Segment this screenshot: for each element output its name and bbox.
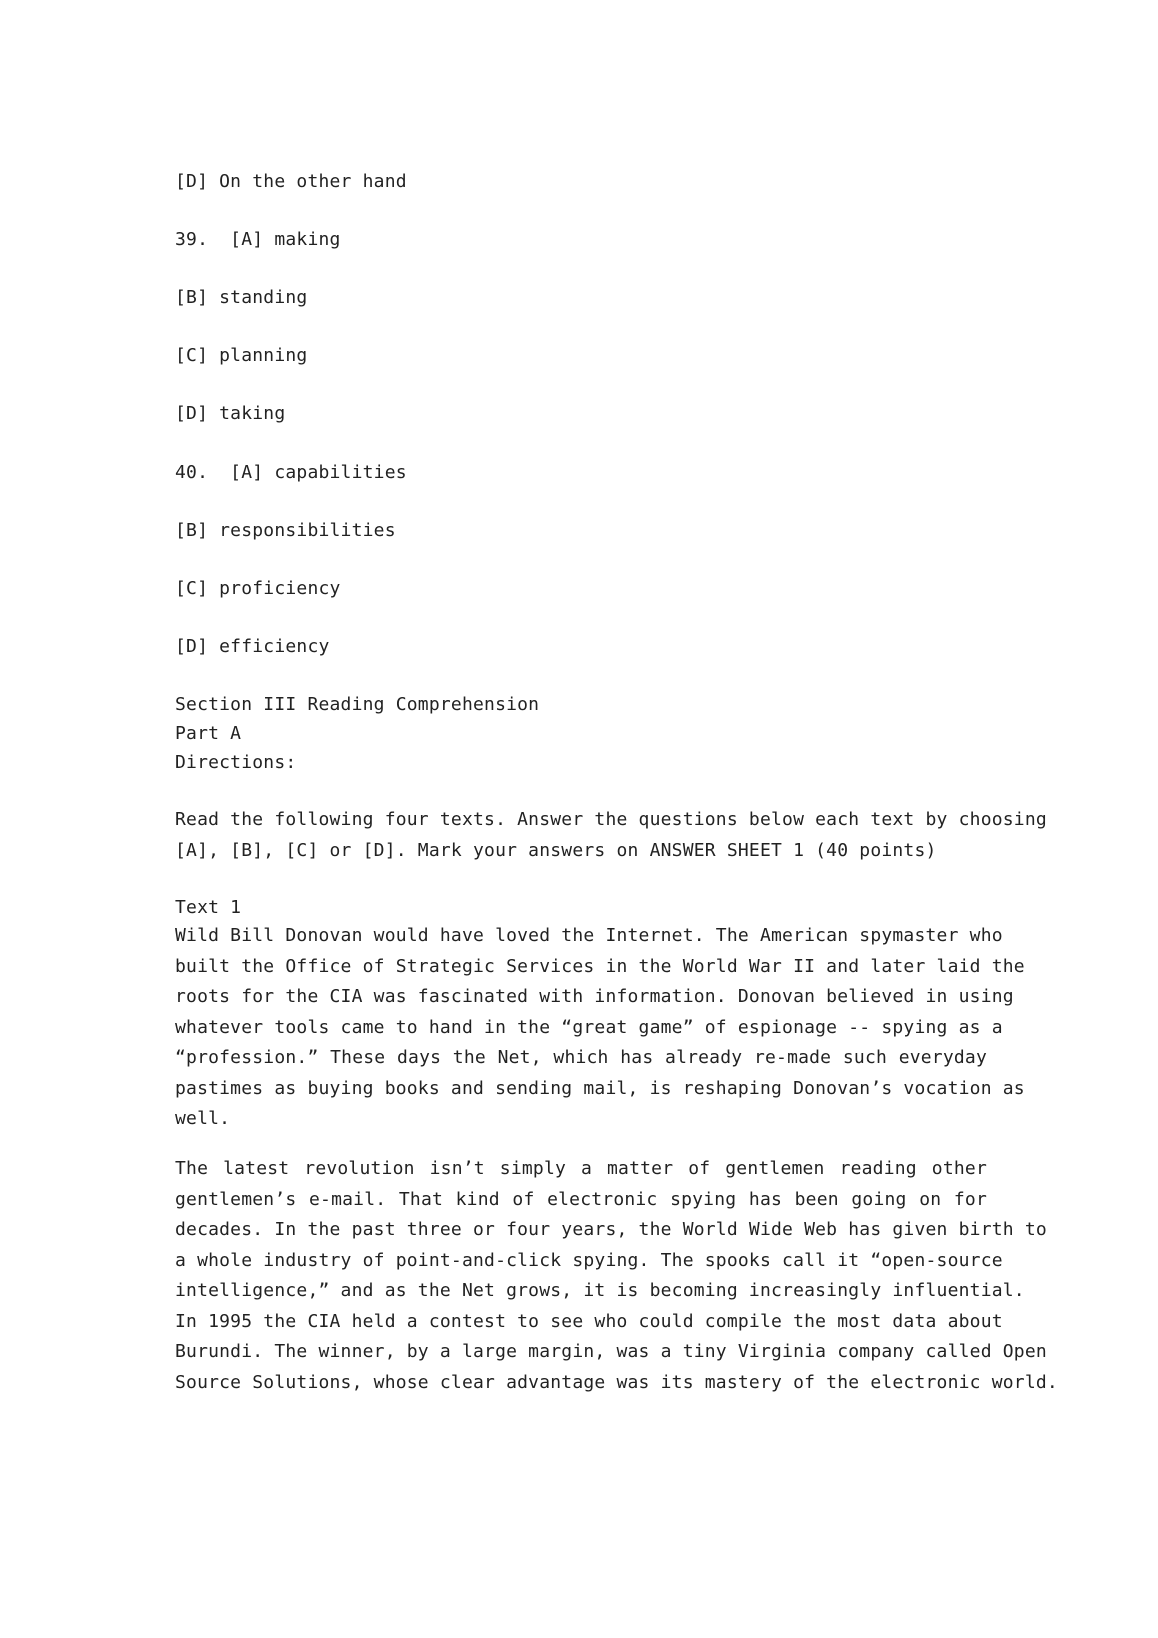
paragraph-line: In 1995 the CIA held a contest to see who could compile the most data about	[175, 1310, 1003, 1332]
q39-option-a: 39. [A] making	[175, 229, 341, 250]
paragraph-line: The latest revolution isn’t simply a matter of gentlemen reading other	[175, 1158, 987, 1179]
paragraph-line: intelligence,” and as the Net grows, it is becoming increasingly influential.	[175, 1280, 1025, 1301]
q40-option-a: 40. [A] capabilities	[175, 462, 407, 483]
paragraph-line: Source Solutions, whose clear advantage was its mastery of the electronic world.	[175, 1371, 1058, 1393]
text-1-title: Text 1	[175, 897, 242, 918]
paragraph-line: decades. In the past three or four years, the World Wide Web has given birth to	[175, 1219, 1047, 1240]
paragraph-line: pastimes as buying books and sending mail, is reshaping Donovan’s vocation as	[175, 1077, 1025, 1099]
q40-option-d: [D] efficiency	[175, 636, 330, 657]
q39-option-d: [D] taking	[175, 403, 286, 424]
paragraph-line: built the Office of Strategic Services in the World War II and later laid the	[175, 955, 1025, 977]
text-1-paragraph-2	[175, 1154, 1058, 1398]
q38-option-d: [D] On the other hand	[175, 171, 407, 192]
paragraph-line: Wild Bill Donovan would have loved the Internet. The American spymaster who	[175, 925, 1003, 946]
q40-option-b: [B] responsibilities	[175, 520, 396, 541]
paragraph-line: gentlemen’s e-mail. That kind of electronic spying has been going on for	[175, 1188, 987, 1210]
q39-option-b: [B] standing	[175, 287, 308, 308]
text-1-paragraph-1	[175, 921, 1025, 1135]
directions-line: [A], [B], [C] or [D]. Mark your answers on ANSWER SHEET 1 (40 points)	[175, 839, 937, 861]
paragraph-line: Burundi. The winner, by a large margin, was a tiny Virginia company called Open	[175, 1341, 1047, 1362]
paragraph-line: “profession.” These days the Net, which has already re-made such everyday	[175, 1047, 987, 1068]
directions-label: Directions:	[175, 752, 297, 773]
part-title: Part A	[175, 723, 242, 744]
section-title: Section III Reading Comprehension	[175, 694, 540, 715]
paragraph-line: well.	[175, 1108, 231, 1129]
directions-line: Read the following four texts. Answer the questions below each text by choosing	[175, 809, 1047, 830]
paragraph-line: a whole industry of point-and-click spying. The spooks call it “open-source	[175, 1249, 1003, 1271]
paragraph-line: roots for the CIA was fascinated with information. Donovan believed in using	[175, 986, 1014, 1007]
q40-option-c: [C] proficiency	[175, 578, 341, 599]
q39-option-c: [C] planning	[175, 345, 308, 366]
directions-paragraph	[175, 805, 1047, 866]
paragraph-line: whatever tools came to hand in the “great game” of espionage -- spying as a	[175, 1016, 1003, 1038]
